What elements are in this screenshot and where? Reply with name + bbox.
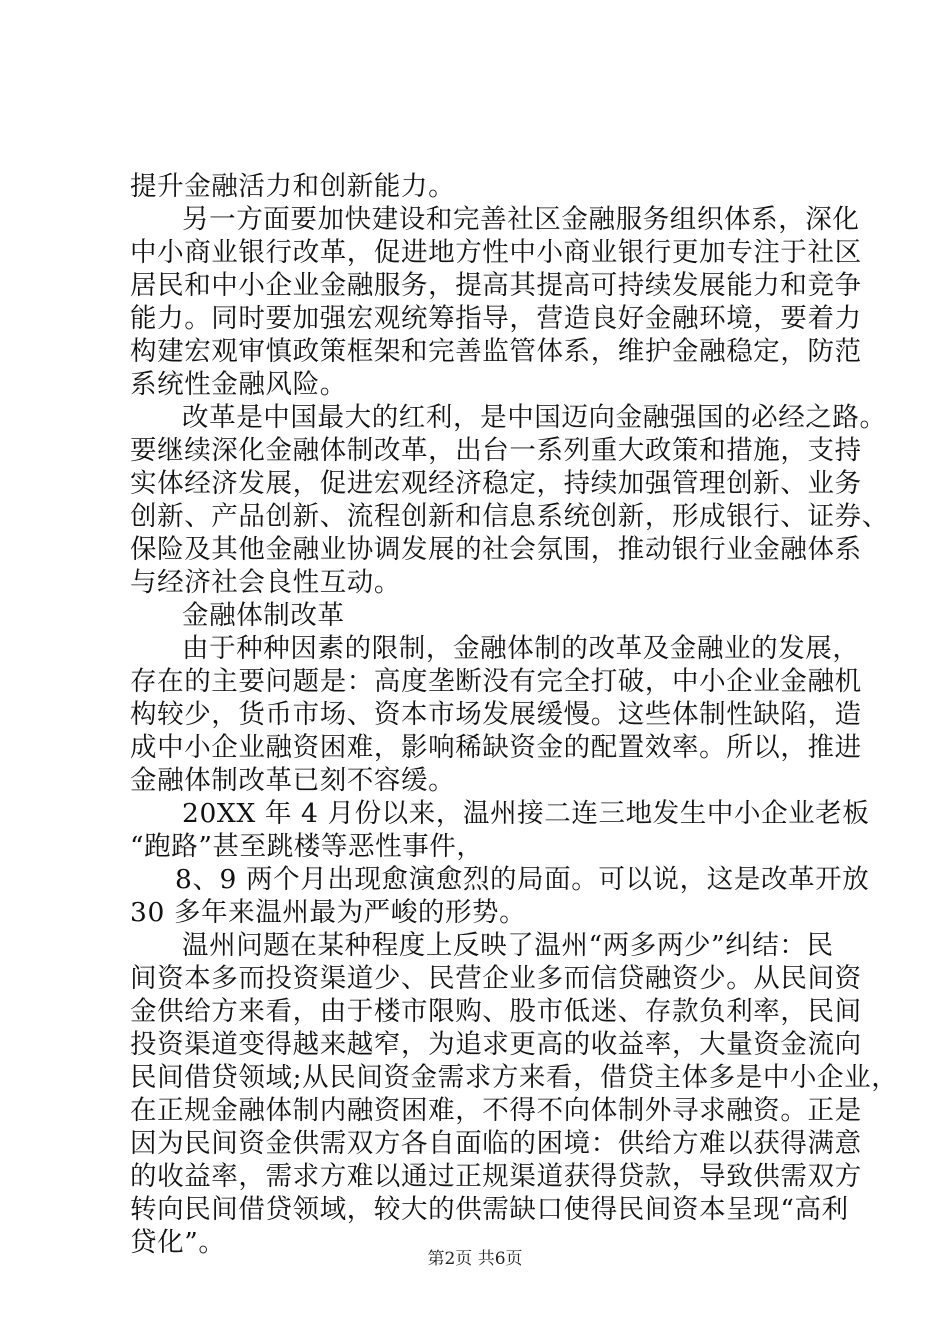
text-line: 在正规金融体制内融资困难，不得不向体制外寻求融资。正是: [130, 1095, 862, 1126]
text-line: 存在的主要问题是：高度垄断没有完全打破，中小企业金融机: [130, 666, 862, 697]
text-line: 系统性金融风险。: [130, 369, 347, 400]
text-line: 构建宏观审慎政策框架和完善监管体系，维护金融稳定，防范: [130, 336, 862, 367]
text-line: 因为民间资金供需双方各自面临的困境：供给方难以获得满意: [130, 1128, 862, 1159]
text-line: 构较少，货币市场、资本市场发展缓慢。这些体制性缺陷，造: [130, 699, 862, 730]
text-line: 能力。同时要加强宏观统筹指导，营造良好金融环境，要着力: [130, 303, 862, 334]
text-line: 另一方面要加快建设和完善社区金融服务组织体系，深化: [182, 204, 860, 235]
text-line: 温州问题在某种程度上反映了温州“两多两少”纠结：民: [182, 930, 834, 961]
text-line: 投资渠道变得越来越窄，为追求更高的收益率，大量资金流向: [130, 1029, 862, 1060]
text-line: 转向民间借贷领域，较大的供需缺口使得民间资本呈现“高利: [130, 1194, 849, 1225]
text-line: 改革是中国最大的红利，是中国迈向金融强国的必经之路。: [182, 402, 887, 433]
page-footer: 第2页 共6页: [427, 1249, 523, 1269]
text-line: 由于种种因素的限制，金融体制的改革及金融业的发展，: [182, 633, 860, 664]
text-line: 民间借贷领域;从民间资金需求方来看，借贷主体多是中小企业，: [130, 1062, 899, 1093]
text-line: 居民和中小企业金融服务，提高其提高可持续发展能力和竞争: [130, 270, 862, 301]
text-line: 20XX 年 4 月份以来，温州接二连三地发生中小企业老板: [182, 798, 870, 829]
text-line: 8、9 两个月出现愈演愈烈的局面。可以说，这是改革开放: [175, 864, 870, 895]
section-heading: 金融体制改革: [182, 600, 345, 631]
text-line: 保险及其他金融业协调发展的社会氛围，推动银行业金融体系: [130, 534, 862, 565]
text-line: 要继续深化金融体制改革，出台一系列重大政策和措施，支持: [130, 435, 862, 466]
text-line: 30 多年来温州最为严峻的形势。: [130, 897, 527, 928]
text-line: “跑路”甚至跳楼等恶性事件，: [130, 831, 484, 862]
text-line: 创新、产品创新、流程创新和信息系统创新，形成银行、证券、: [130, 501, 889, 532]
text-line: 提升金融活力和创新能力。: [130, 171, 456, 202]
text-line: 实体经济发展，促进宏观经济稳定，持续加强管理创新、业务: [130, 468, 862, 499]
text-line: 间资本多而投资渠道少、民营企业多而信贷融资少。从民间资: [130, 963, 862, 994]
text-line: 金融体制改革已刻不容缓。: [130, 765, 456, 796]
text-line: 的收益率，需求方难以通过正规渠道获得贷款，导致供需双方: [130, 1161, 862, 1192]
text-line: 贷化”。: [130, 1227, 226, 1258]
text-line: 与经济社会良性互动。: [130, 567, 401, 598]
text-line: 中小商业银行改革，促进地方性中小商业银行更加专注于社区: [130, 237, 862, 268]
text-line: 金供给方来看，由于楼市限购、股市低迷、存款负利率，民间: [130, 996, 862, 1027]
text-line: 成中小企业融资困难，影响稀缺资金的配置效率。所以，推进: [130, 732, 862, 763]
